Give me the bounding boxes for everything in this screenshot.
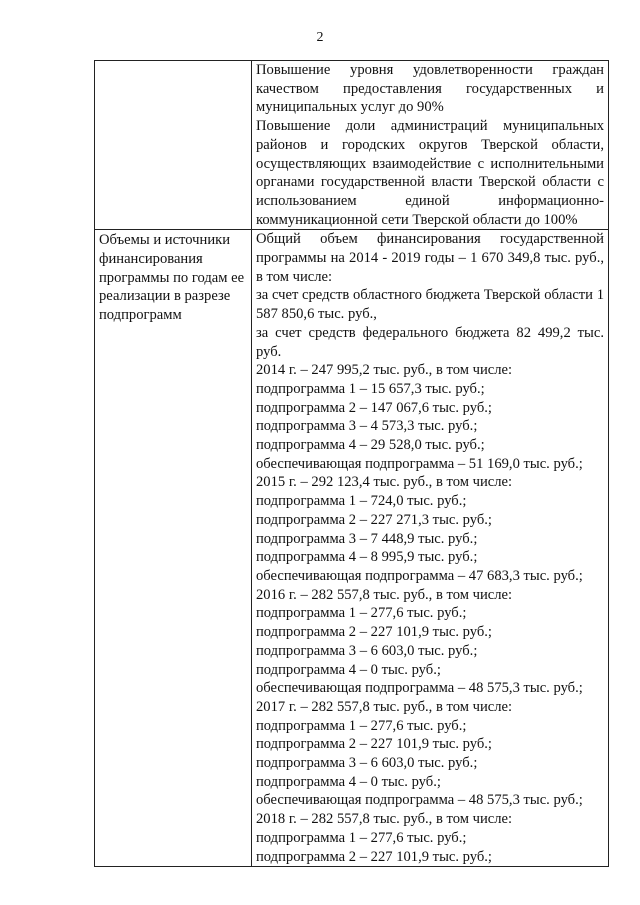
financing-line: 2015 г. – 292 123,4 тыс. руб., в том числе:	[256, 474, 513, 491]
financing-line: подпрограмма 4 – 8 995,9 тыс. руб.;	[256, 549, 478, 566]
financing-line: подпрограмма 4 – 0 тыс. руб.;	[256, 773, 441, 790]
financing-line: подпрограмма 1 – 277,6 тыс. руб.;	[256, 717, 467, 734]
financing-line: подпрограмма 2 – 227 101,9 тыс. руб.;	[256, 624, 492, 641]
page-number: 2	[316, 30, 324, 45]
financing-line: подпрограмма 2 – 227 101,9 тыс. руб.;	[256, 848, 492, 865]
financing-line: 2016 г. – 282 557,8 тыс. руб., в том числе:	[256, 586, 513, 603]
paragraph: Повышение уровня удовлетворенности граждан качеством предоставления государственных и муниципальных услуг до 90%	[256, 62, 604, 116]
financing-line: обеспечивающая подпрограмма – 47 683,3 тыс. руб.;	[256, 567, 583, 584]
paragraph: Общий объем финансирования государственной программы на 2014 - 2019 годы – 1 670 349,8 тыс. руб., в том числе:	[256, 231, 604, 285]
financing-line: подпрограмма 1 – 15 657,3 тыс. руб.;	[256, 380, 485, 397]
table-row-financing	[95, 230, 609, 867]
financing-line: обеспечивающая подпрограмма – 51 169,0 тыс. руб.;	[256, 455, 583, 472]
financing-line: подпрограмма 3 – 7 448,9 тыс. руб.;	[256, 530, 478, 547]
paragraph: за счет средств федерального бюджета 82 499,2 тыс. руб.	[256, 324, 604, 360]
financing-line: обеспечивающая подпрограмма – 48 575,3 тыс. руб.;	[256, 680, 583, 697]
financing-line: подпрограмма 2 – 147 067,6 тыс. руб.;	[256, 399, 492, 416]
paragraph: за счет средств областного бюджета Тверской области 1 587 850,6 тыс. руб.,	[256, 287, 604, 323]
financing-line: подпрограмма 4 – 29 528,0 тыс. руб.;	[256, 437, 485, 454]
table-row-indicators	[95, 61, 609, 230]
financing-line: подпрограмма 1 – 277,6 тыс. руб.;	[256, 829, 467, 846]
financing-line: подпрограмма 4 – 0 тыс. руб.;	[256, 661, 441, 678]
financing-line: 2017 г. – 282 557,8 тыс. руб., в том числе:	[256, 698, 513, 715]
financing-line: 2014 г. – 247 995,2 тыс. руб., в том числе:	[256, 362, 513, 379]
financing-line: подпрограмма 2 – 227 271,3 тыс. руб.;	[256, 511, 492, 528]
row-content-cell	[252, 61, 609, 230]
row-label-cell	[95, 61, 252, 230]
row-content-cell	[252, 230, 609, 867]
financing-line: подпрограмма 3 – 6 603,0 тыс. руб.;	[256, 642, 478, 659]
financing-line: подпрограмма 2 – 227 101,9 тыс. руб.;	[256, 736, 492, 753]
financing-line: подпрограмма 1 – 724,0 тыс. руб.;	[256, 493, 467, 510]
row-label-cell	[95, 230, 252, 867]
financing-line: подпрограмма 1 – 277,6 тыс. руб.;	[256, 605, 467, 622]
financing-line: обеспечивающая подпрограмма – 48 575,3 тыс. руб.;	[256, 792, 583, 809]
financing-line: 2018 г. – 282 557,8 тыс. руб., в том числе:	[256, 811, 513, 828]
row-label-text: Объемы и источники финансирования программы по годам ее реализации в разрезе подпрограмм	[99, 232, 245, 324]
paragraph: Повышение доли администраций муниципальных районов и городских округов Тверской области, осуществляющих взаимодействие с исполнительными органами государственной власти Тверской области с использованием единой информационно-коммуникационной сети Тверской области до 100%	[256, 118, 604, 228]
financing-line: подпрограмма 3 – 6 603,0 тыс. руб.;	[256, 755, 478, 772]
passport-table	[94, 60, 609, 867]
financing-line: подпрограмма 3 – 4 573,3 тыс. руб.;	[256, 418, 478, 435]
